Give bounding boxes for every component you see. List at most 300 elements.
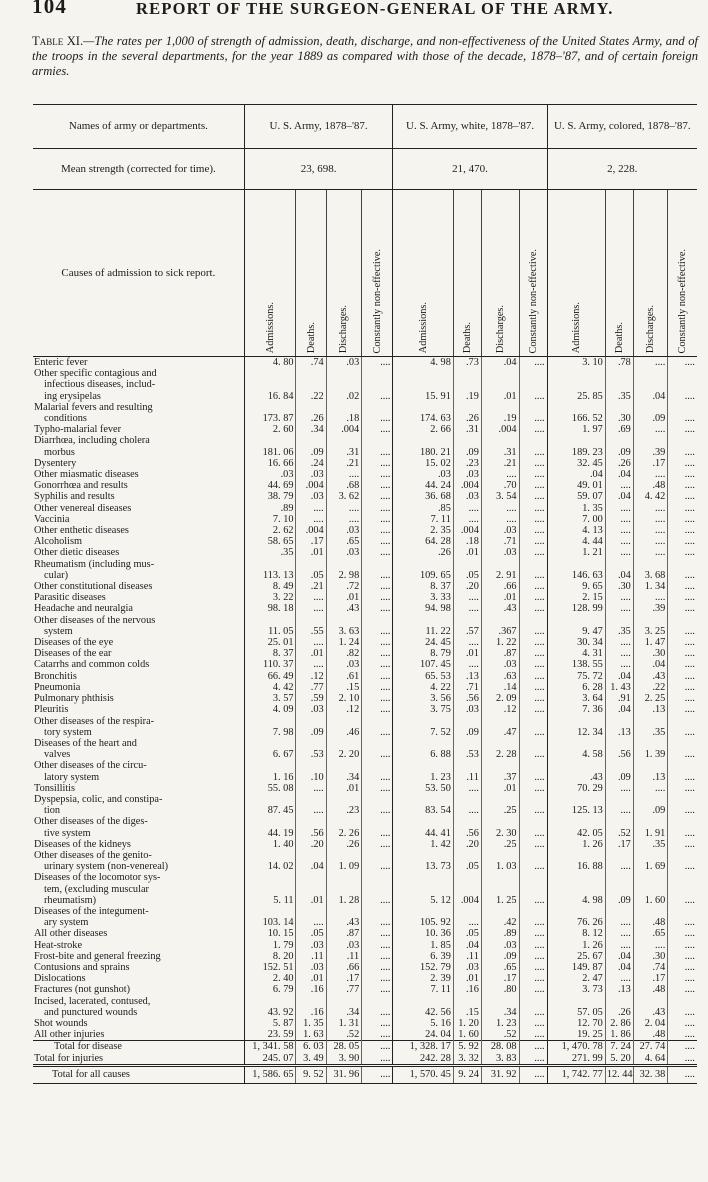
rate-cell [453,738,481,749]
rate-cell [296,368,326,379]
rate-cell: .... [362,357,393,369]
rate-cell: .... [605,917,633,928]
rate-cell: .... [668,603,697,614]
rate-cell: .03 [481,940,519,951]
rate-cell: .09 [296,727,326,738]
rate-cell [296,559,326,570]
rate-cell: 3. 56 [393,693,453,704]
rate-cell: .... [481,514,519,525]
rate-cell: .18 [326,413,362,424]
rate-cell: 44. 41 [393,828,453,839]
rate-cell: .... [668,1041,697,1053]
rate-cell: .71 [453,682,481,693]
rate-cell: .43 [633,1007,667,1018]
rate-cell: 83. 54 [393,805,453,816]
rate-cell: .... [519,984,547,995]
rate-cell [633,716,667,727]
rate-cell: .11 [453,951,481,962]
cause-label: Other constitutional diseases [34,581,153,593]
rate-cell: 146. 63 [547,570,605,581]
rate-cell: 7. 36 [547,704,605,715]
rate-cell: 4. 44 [547,536,605,547]
rate-cell: 7. 52 [393,727,453,738]
rate-cell [326,760,362,771]
rate-cell: .... [296,917,326,928]
cause-cell [33,951,244,962]
rate-cell: .... [668,357,697,369]
rate-cell: .... [668,973,697,984]
rate-cell: .... [633,514,667,525]
rates-table [33,104,697,1084]
table-row [33,760,697,771]
rate-cell: .... [668,491,697,502]
rate-cell: .... [668,1018,697,1029]
rate-cell: .... [668,536,697,547]
table-row [33,547,697,558]
rate-cell: 25. 67 [547,951,605,962]
rate-cell: 2. 20 [326,749,362,760]
rate-cell: 245. 07 [244,1053,296,1066]
rate-cell: .... [605,861,633,872]
rate-cell [362,368,393,379]
group-header-white: U. S. Army, white, 1878–'87. [393,105,547,149]
rate-cell [547,760,605,771]
rate-cell: .... [668,805,697,816]
cause-cell [33,928,244,939]
table-row [33,615,697,626]
rate-cell: .25 [481,839,519,850]
mean-strength-row [33,149,697,190]
rate-cell: .09 [633,413,667,424]
rate-cell: 16. 66 [244,458,296,469]
rate-cell: 4. 58 [547,749,605,760]
rate-cell [362,559,393,570]
rate-cell: .04 [547,469,605,480]
rate-cell: .01 [296,547,326,558]
rate-cell: .... [633,424,667,435]
rate-cell [362,850,393,861]
rate-cell [605,906,633,917]
rate-cell: .... [668,447,697,458]
rate-cell: 15. 91 [393,391,453,402]
rate-cell: 53. 50 [393,783,453,794]
rate-cell: 166. 52 [547,413,605,424]
rate-cell: 9. 47 [547,626,605,637]
cause-cell [33,850,244,861]
rate-cell: .56 [453,693,481,704]
table-row [33,716,697,727]
rate-cell: .... [362,1007,393,1018]
rate-cell: 1. 21 [547,547,605,558]
table-row [33,749,697,760]
rate-cell: 1. 63 [296,1029,326,1041]
rate-cell [519,996,547,1007]
mean-strength-white: 21, 470. [393,149,547,190]
rate-cell: .34 [326,772,362,783]
rate-cell: .16 [296,1007,326,1018]
rate-cell: 5. 20 [605,1053,633,1066]
rate-cell: 5. 92 [453,1041,481,1053]
table-row [33,828,697,839]
rate-cell: .... [362,928,393,939]
rate-cell [244,559,296,570]
rate-cell: 181. 06 [244,447,296,458]
rate-cell: .... [362,603,393,614]
rate-cell: .71 [481,536,519,547]
cause-cell [33,491,244,502]
cause-label: Other specific contagious and [34,368,157,380]
rate-cell [668,850,697,861]
rate-cell: 12. 34 [547,727,605,738]
table-row [33,850,697,861]
rate-cell: 2. 28 [481,749,519,760]
rate-cell: .... [296,503,326,514]
rate-cell: 2. 47 [547,973,605,984]
rate-cell: 87. 45 [244,805,296,816]
rate-cell [362,402,393,413]
rate-cell: .04 [633,391,667,402]
rate-cell [605,716,633,727]
cause-label: conditions [44,413,87,425]
rate-cell: .56 [296,828,326,839]
rate-cell [519,368,547,379]
rate-cell [453,850,481,861]
rate-cell [326,850,362,861]
cause-cell [33,447,244,458]
cause-cell [33,984,244,995]
table-row [33,704,697,715]
rate-cell: .... [362,749,393,760]
rate-cell: .01 [296,895,326,906]
table-row [33,491,697,502]
rate-cell: .52 [605,828,633,839]
rate-cell: .35 [633,839,667,850]
cause-cell [33,760,244,771]
rate-cell: .04 [605,671,633,682]
rate-cell: 4. 80 [244,357,296,369]
rate-cell [668,816,697,827]
rate-cell: 2. 91 [481,570,519,581]
rate-cell [668,738,697,749]
rate-cell: .... [519,839,547,850]
rate-cell: .43 [481,603,519,614]
rate-cell: .09 [605,447,633,458]
cause-label: Total for all causes [52,1069,130,1081]
rate-cell: .30 [633,648,667,659]
table-row [33,962,697,973]
cause-cell [33,615,244,626]
cause-label: tion [44,805,61,817]
rate-cell: 65. 53 [393,671,453,682]
rate-cell: .34 [296,424,326,435]
rate-cell [519,402,547,413]
rate-cell [296,402,326,413]
rate-cell: .72 [326,581,362,592]
rate-cell: .05 [296,928,326,939]
rate-cell [633,816,667,827]
rate-cell [362,906,393,917]
rate-cell: .... [362,861,393,872]
cause-cell [33,469,244,480]
rate-cell [326,738,362,749]
rate-cell: 1. 35 [296,1018,326,1029]
rate-cell [453,872,481,883]
rate-cell: .34 [326,1007,362,1018]
table-row [33,973,697,984]
mean-strength-label: Mean strength (corrected for time). [33,149,244,190]
cause-label: Contusions and sprains [34,961,130,973]
rate-cell: .... [668,984,697,995]
sub-header-deaths: Deaths. [305,321,317,353]
table-row [33,794,697,805]
rate-cell [393,368,453,379]
rate-cell: .004 [326,424,362,435]
rate-cell: .... [519,626,547,637]
rate-cell: .... [668,940,697,951]
rate-cell: 64. 28 [393,536,453,547]
rate-cell: .01 [453,648,481,659]
rate-cell: .18 [453,536,481,547]
table-row [33,659,697,670]
cause-cell [33,895,244,906]
rate-cell [393,716,453,727]
cause-cell [33,772,244,783]
rate-cell [453,794,481,805]
rate-cell: .... [362,447,393,458]
rate-cell: .004 [481,424,519,435]
table-row [33,648,697,659]
rate-cell: .39 [633,447,667,458]
table-row [33,805,697,816]
sub-header-admissions: Admissions. [570,301,582,353]
table-row [33,570,697,581]
rate-cell: .... [668,648,697,659]
cause-cell [33,693,244,704]
rate-cell: .... [362,704,393,715]
cause-label: ary system [44,917,89,929]
rate-cell [326,559,362,570]
rate-cell: 12. 70 [547,1018,605,1029]
rate-cell: .... [519,805,547,816]
rate-cell: .25 [481,805,519,816]
rate-cell: 27. 74 [633,1041,667,1053]
rate-cell: .53 [453,749,481,760]
rate-cell: .22 [296,391,326,402]
rate-cell: .... [605,525,633,536]
cause-label: Other dietic diseases [34,547,120,559]
rate-cell: .66 [481,581,519,592]
rate-cell: 66. 49 [244,671,296,682]
rate-cell [362,738,393,749]
rate-cell: 2. 15 [547,592,605,603]
table-row [33,559,697,570]
cause-cell [33,626,244,637]
rate-cell: .... [362,783,393,794]
cause-label: Bronchitis [34,670,77,682]
rate-cell: .... [453,603,481,614]
rate-cell: .04 [453,940,481,951]
cause-cell [33,805,244,816]
rate-cell: .03 [453,469,481,480]
rate-cell: .11 [453,772,481,783]
rate-cell [481,816,519,827]
rate-cell: 8. 20 [244,951,296,962]
rate-cell [393,738,453,749]
cause-label: Diseases of the kidneys [34,838,131,850]
rate-cell: .... [668,659,697,670]
table-row [33,626,697,637]
table-row [33,861,697,872]
rate-cell: .89 [481,928,519,939]
rate-cell: .... [296,514,326,525]
rate-cell: 6. 28 [547,682,605,693]
rate-cell [519,794,547,805]
rate-cell: 1, 470. 78 [547,1041,605,1053]
rate-cell: .... [362,682,393,693]
rate-cell: 1. 86 [605,1029,633,1041]
rate-cell: .... [519,458,547,469]
cause-cell [33,1018,244,1029]
rate-cell: .... [633,536,667,547]
cause-cell [33,917,244,928]
rate-cell: 11. 22 [393,626,453,637]
rate-cell [362,379,393,390]
cause-label: Gonorrhœa and results [34,480,128,492]
rate-cell: .... [362,469,393,480]
rate-cell: .... [362,1018,393,1029]
rate-cell: .... [519,491,547,502]
rate-cell [453,615,481,626]
cause-cell [33,637,244,648]
sub-header-noneffective: Constantly non-effective. [527,248,539,353]
rate-cell [519,884,547,895]
rate-cell [633,906,667,917]
table-row [33,536,697,547]
rate-cell [393,559,453,570]
rate-cell [547,884,605,895]
rate-cell: 3. 22 [244,592,296,603]
rate-cell [481,368,519,379]
rate-cell: .... [668,828,697,839]
rate-cell [453,906,481,917]
rate-cell: .367 [481,626,519,637]
rate-cell: 149. 87 [547,962,605,973]
rate-cell [326,368,362,379]
rate-cell: .... [519,861,547,872]
rate-cell: 1. 20 [453,1018,481,1029]
cause-cell [33,659,244,670]
rate-cell: .66 [326,962,362,973]
rate-cell [668,716,697,727]
total-row [33,1041,697,1053]
rate-cell: 1, 586. 65 [244,1065,296,1083]
rate-cell [453,884,481,895]
rate-cell: .19 [453,391,481,402]
rate-cell [393,379,453,390]
rate-cell: 2. 98 [326,570,362,581]
rate-cell: 1. 03 [481,861,519,872]
rate-cell: .57 [453,626,481,637]
rate-cell: .85 [393,503,453,514]
rate-cell: .... [453,783,481,794]
rate-cell: .... [605,659,633,670]
cause-label: Fractures (not gunshot) [34,984,131,996]
cause-cell [33,872,244,883]
rate-cell: 174. 63 [393,413,453,424]
rate-cell [547,368,605,379]
cause-label: Enteric fever [34,357,88,368]
cause-label: Other enthetic diseases [34,525,129,537]
rate-cell: .... [668,469,697,480]
table-row [33,581,697,592]
rate-cell: .... [519,783,547,794]
rate-cell: .19 [481,413,519,424]
rate-cell: .... [362,693,393,704]
rate-cell: .... [519,749,547,760]
rate-cell: .... [668,917,697,928]
rate-cell [296,738,326,749]
rate-cell: 180. 21 [393,447,453,458]
rate-cell: .04 [296,861,326,872]
rate-cell: .20 [453,839,481,850]
rate-cell: 44. 19 [244,828,296,839]
rate-cell: .01 [453,547,481,558]
cause-label: Pneumonia [34,681,81,693]
sub-header-admissions: Admissions. [417,301,429,353]
cause-label: Malarial fevers and resulting [34,401,153,413]
rate-cell: .... [633,503,667,514]
rate-cell [453,402,481,413]
rate-cell: .... [362,503,393,514]
cause-cell [33,458,244,469]
rate-cell: .... [326,514,362,525]
rate-cell [547,850,605,861]
rate-cell: .42 [481,917,519,928]
rate-cell [244,906,296,917]
rate-cell: .... [362,480,393,491]
rate-cell: 38. 79 [244,491,296,502]
rate-cell: .61 [326,671,362,682]
rate-cell: .... [668,391,697,402]
cause-label: Dysentery [34,457,77,469]
rate-cell [668,402,697,413]
rate-cell: .... [362,570,393,581]
rate-cell: .... [633,940,667,951]
rate-cell: 57. 05 [547,1007,605,1018]
rate-cell [453,368,481,379]
cause-label: system [44,625,73,637]
rate-cell: .... [453,514,481,525]
rate-cell [362,816,393,827]
rate-cell [481,794,519,805]
rate-cell: 9. 52 [296,1065,326,1083]
rate-cell: 75. 72 [547,671,605,682]
cause-label: Dyspepsia, colic, and constipa- [34,793,163,805]
rate-cell [481,559,519,570]
table-row [33,480,697,491]
total-row [33,1053,697,1066]
cause-cell [33,1053,244,1066]
sub-header-noneffective: Constantly non-effective. [371,248,383,353]
rate-cell: 5. 16 [393,1018,453,1029]
rate-cell: 152. 79 [393,962,453,973]
rate-cell: 1. 39 [633,749,667,760]
cause-label: Vaccinia [34,513,70,525]
rate-cell: .... [519,603,547,614]
cause-label: All other injuries [34,1029,105,1041]
rate-cell: 4. 42 [633,491,667,502]
cause-label: Other diseases of the genito- [34,849,152,861]
